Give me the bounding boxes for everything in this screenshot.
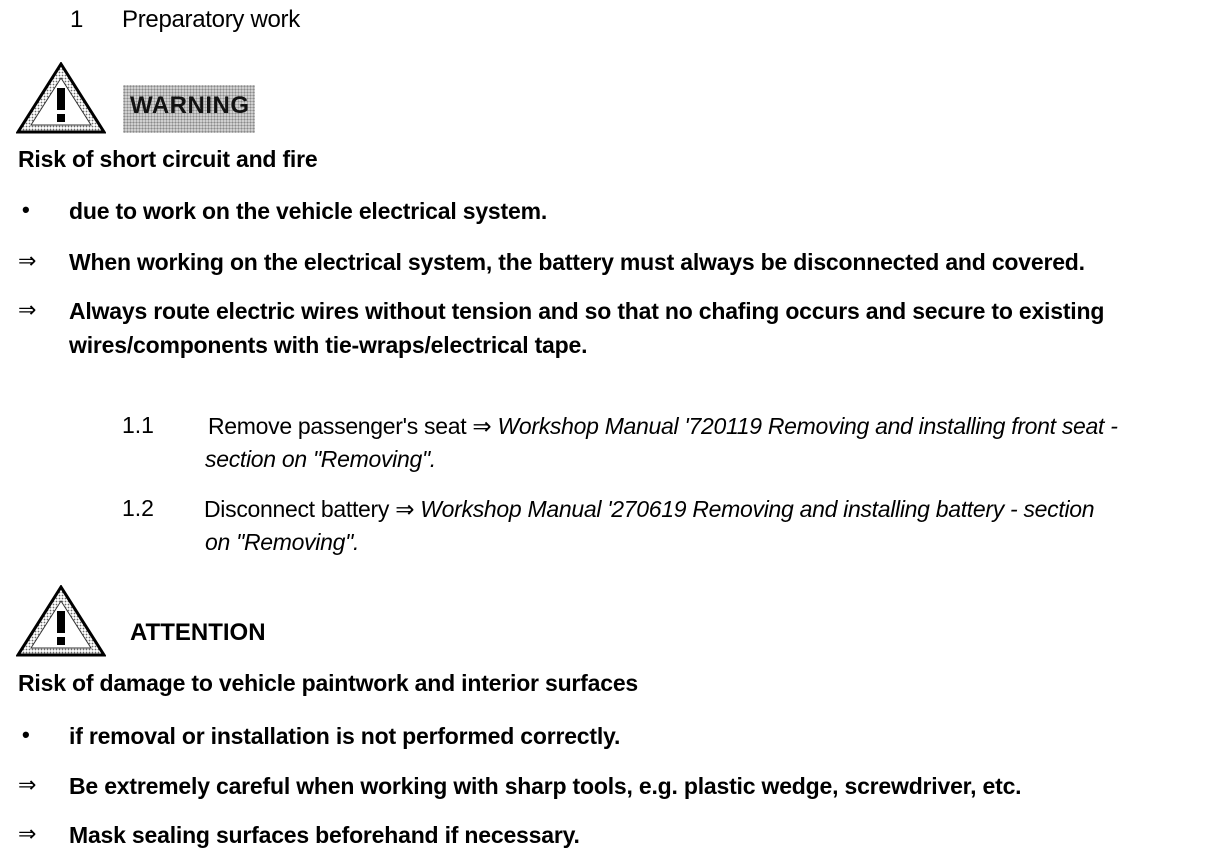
manual-reference-link[interactable]: on "Removing". — [205, 529, 360, 555]
step-number: 1.1 — [122, 412, 154, 438]
arrow-icon: ⇒ — [472, 413, 492, 439]
warning-measure-text: When working on the electrical system, the battery must always be disconnected and covered. — [69, 249, 1085, 275]
section-number: 1 — [70, 6, 84, 33]
step-text-continuation — [205, 526, 359, 558]
arrow-icon: ⇒ — [18, 297, 37, 322]
arrow-icon: ⇒ — [395, 496, 415, 522]
step-text — [204, 493, 1204, 525]
warning-label: WARNING — [130, 92, 250, 119]
step-text — [208, 410, 1208, 442]
arrow-icon: ⇒ — [18, 821, 37, 846]
attention-measure-text: Be extremely careful when working with sharp tools, e.g. plastic wedge, screwdriver, etc. — [69, 773, 1022, 799]
arrow-icon: ⇒ — [18, 772, 37, 797]
bullet-icon: • — [22, 197, 30, 222]
bullet-icon: • — [22, 722, 30, 747]
arrow-icon: ⇒ — [18, 248, 37, 273]
warning-measure-text — [69, 294, 1209, 362]
step-action: Disconnect battery — [204, 496, 390, 522]
measure-line: wires/components with tie-wraps/electrical tape. — [69, 332, 588, 358]
warning-bullet-text: due to work on the vehicle electrical system. — [69, 198, 548, 224]
step-text-continuation — [205, 443, 436, 475]
step-number: 1.2 — [122, 495, 154, 521]
attention-risk-heading: Risk of damage to vehicle paintwork and interior surfaces — [18, 670, 638, 696]
warning-risk-heading: Risk of short circuit and fire — [18, 146, 318, 172]
warning-triangle-icon — [16, 62, 106, 134]
measure-line: Always route electric wires without tension and so that no chafing occurs and secure to existing — [69, 298, 1105, 324]
attention-bullet-text: if removal or installation is not performed correctly. — [69, 723, 621, 749]
manual-reference-link[interactable]: Workshop Manual '270619 Removing and installing battery - section — [420, 496, 1095, 522]
attention-measure-text: Mask sealing surfaces beforehand if necessary. — [69, 822, 580, 848]
warning-triangle-icon — [16, 585, 106, 657]
attention-label: ATTENTION — [130, 619, 266, 646]
manual-reference-link[interactable]: section on "Removing". — [205, 446, 436, 472]
manual-reference-link[interactable]: Workshop Manual '720119 Removing and installing front seat - — [497, 413, 1118, 439]
step-action: Remove passenger's seat — [208, 413, 467, 439]
section-title: Preparatory work — [122, 6, 300, 33]
